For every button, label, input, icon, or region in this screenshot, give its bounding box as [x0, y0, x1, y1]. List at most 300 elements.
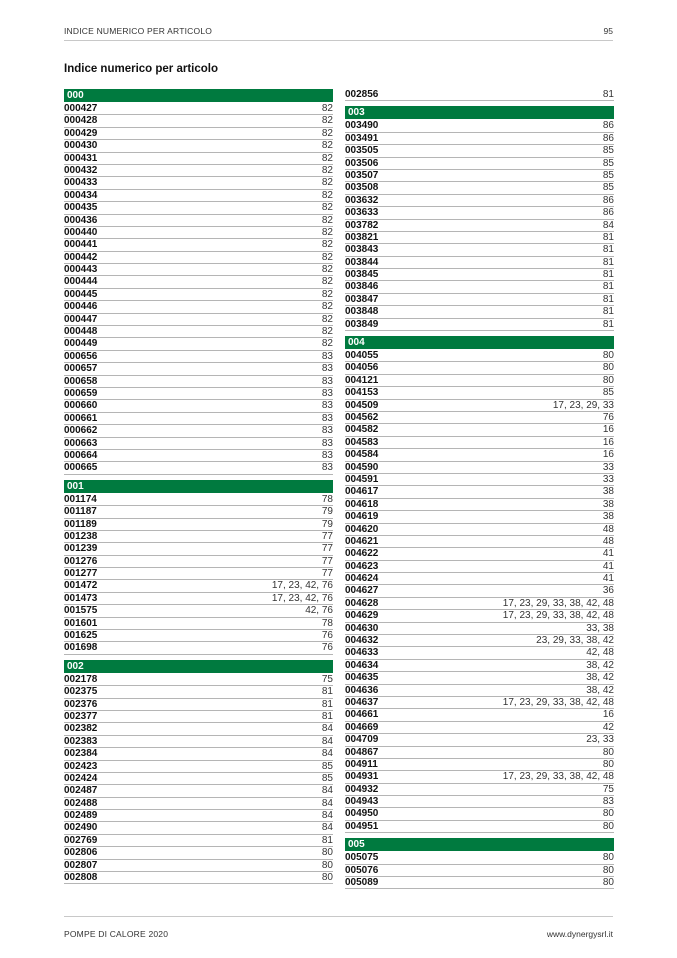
page-reference: 42, 76	[305, 605, 333, 617]
page-reference: 86	[602, 132, 614, 144]
page-reference: 17, 23, 29, 33, 38, 42, 48	[502, 771, 614, 783]
article-code: 003843	[345, 244, 379, 256]
page-reference: 82	[321, 239, 333, 251]
article-code: 004624	[345, 573, 379, 585]
article-code: 004619	[345, 511, 379, 523]
index-row	[64, 115, 333, 127]
index-row	[64, 847, 333, 859]
index-row	[64, 872, 333, 884]
index-row	[64, 785, 333, 797]
index-row	[345, 449, 614, 461]
article-code: 004590	[345, 461, 379, 473]
page-reference: 76	[602, 411, 614, 423]
index-row	[345, 548, 614, 560]
index-row	[345, 734, 614, 746]
page-reference: 82	[321, 313, 333, 325]
index-row	[64, 425, 333, 437]
page-reference: 85	[602, 145, 614, 157]
page-reference: 86	[602, 194, 614, 206]
index-row	[345, 387, 614, 399]
article-code: 001238	[64, 530, 98, 542]
page-reference: 38, 42	[586, 672, 614, 684]
page-reference: 33	[602, 473, 614, 485]
page-reference: 83	[602, 796, 614, 808]
index-row	[345, 796, 614, 808]
article-code: 004582	[345, 424, 379, 436]
page-reference: 81	[602, 281, 614, 293]
index-row	[64, 798, 333, 810]
index-row	[345, 158, 614, 170]
index-row	[64, 568, 333, 580]
index-row	[64, 140, 333, 152]
article-code: 004634	[345, 659, 379, 671]
page-reference: 82	[321, 326, 333, 338]
page-reference: 38	[602, 486, 614, 498]
index-row	[345, 232, 614, 244]
article-code: 004932	[345, 783, 379, 795]
index-row	[64, 494, 333, 506]
page-reference: 81	[602, 244, 614, 256]
index-column-left	[64, 89, 333, 884]
page-reference: 77	[321, 543, 333, 555]
page-reference: 82	[321, 202, 333, 214]
page-reference: 83	[321, 462, 333, 474]
article-code: 004950	[345, 808, 379, 820]
index-row	[345, 145, 614, 157]
article-code: 004669	[345, 721, 379, 733]
article-code: 004943	[345, 796, 379, 808]
index-row	[64, 165, 333, 177]
article-code: 004630	[345, 622, 379, 634]
index-row	[345, 362, 614, 374]
article-code: 000657	[64, 363, 98, 375]
page-reference: 82	[321, 164, 333, 176]
index-row	[64, 531, 333, 543]
page-reference: 38	[602, 498, 614, 510]
article-code: 004629	[345, 610, 379, 622]
article-code: 001601	[64, 617, 98, 629]
index-row	[64, 686, 333, 698]
article-code: 002490	[64, 822, 98, 834]
page-reference: 82	[321, 127, 333, 139]
article-code: 002178	[64, 673, 98, 685]
page-reference: 81	[602, 269, 614, 281]
index-row	[345, 759, 614, 771]
index-row	[345, 598, 614, 610]
article-code: 002806	[64, 847, 98, 859]
page-reference: 82	[321, 276, 333, 288]
article-code: 003782	[345, 219, 379, 231]
page-reference: 33, 38	[586, 622, 614, 634]
page-reference: 48	[602, 523, 614, 535]
article-code: 002489	[64, 810, 98, 822]
page-reference: 80	[602, 350, 614, 362]
index-row	[345, 319, 614, 331]
article-code: 000659	[64, 387, 98, 399]
page-reference: 81	[602, 306, 614, 318]
section-header: 003	[345, 106, 614, 119]
index-row	[345, 747, 614, 759]
index-row	[64, 860, 333, 872]
page-reference: 78	[321, 617, 333, 629]
page-reference: 17, 23, 42, 76	[271, 580, 333, 592]
article-code: 004623	[345, 560, 379, 572]
page-reference: 85	[321, 760, 333, 772]
footer-website[interactable]: www.dynergysrl.it	[546, 929, 613, 939]
article-code: 004627	[345, 585, 379, 597]
article-code: 001277	[64, 568, 98, 580]
index-row	[345, 133, 614, 145]
page-reference: 77	[321, 568, 333, 580]
section-header: 004	[345, 336, 614, 349]
article-code: 004562	[345, 411, 379, 423]
page-reference: 85	[602, 157, 614, 169]
article-code: 004617	[345, 486, 379, 498]
page-reference: 77	[321, 530, 333, 542]
page-reference: 79	[321, 506, 333, 518]
page-reference: 79	[321, 518, 333, 530]
article-code: 003821	[345, 231, 379, 243]
page-reference: 16	[602, 449, 614, 461]
page-reference: 81	[602, 318, 614, 330]
index-row	[64, 556, 333, 568]
index-row	[345, 722, 614, 734]
index-row	[64, 239, 333, 251]
index-row	[345, 244, 614, 256]
index-row	[345, 585, 614, 597]
page-reference: 84	[321, 822, 333, 834]
page-reference: 82	[321, 226, 333, 238]
article-code: 000443	[64, 264, 98, 276]
page-reference: 38	[602, 511, 614, 523]
index-row	[64, 190, 333, 202]
index-row	[345, 511, 614, 523]
index-row	[345, 635, 614, 647]
index-row	[345, 536, 614, 548]
article-code: 004637	[345, 696, 379, 708]
index-row	[345, 808, 614, 820]
index-row	[64, 822, 333, 834]
page-reference: 80	[602, 808, 614, 820]
article-code: 001189	[64, 518, 97, 530]
article-code: 000441	[64, 239, 98, 251]
article-code: 002769	[64, 834, 98, 846]
index-column-right	[345, 89, 614, 889]
index-row	[64, 543, 333, 555]
page-reference: 80	[602, 362, 614, 374]
article-code: 001472	[64, 580, 98, 592]
page-reference: 85	[602, 182, 614, 194]
page-reference: 16	[602, 424, 614, 436]
index-row	[345, 462, 614, 474]
page-reference: 83	[321, 425, 333, 437]
page-reference: 83	[321, 375, 333, 387]
article-code: 003849	[345, 318, 379, 330]
index-row	[345, 257, 614, 269]
article-code: 004931	[345, 771, 379, 783]
page-reference: 17, 23, 29, 33, 38, 42, 48	[502, 696, 614, 708]
page-reference: 84	[321, 810, 333, 822]
page-reference: 80	[602, 877, 614, 889]
page-reference: 81	[602, 293, 614, 305]
index-row	[64, 128, 333, 140]
page-reference: 83	[321, 437, 333, 449]
article-code: 003490	[345, 120, 379, 132]
index-row	[64, 351, 333, 363]
index-row	[64, 264, 333, 276]
article-code: 000658	[64, 375, 98, 387]
index-row	[345, 437, 614, 449]
article-code: 000665	[64, 462, 98, 474]
page-reference: 81	[602, 89, 614, 100]
article-code: 000432	[64, 164, 98, 176]
index-row	[64, 462, 333, 474]
article-code: 002487	[64, 785, 98, 797]
page-reference: 23, 29, 33, 38, 42	[536, 635, 614, 647]
page-reference: 80	[602, 746, 614, 758]
article-code: 000440	[64, 226, 98, 238]
index-row	[64, 580, 333, 592]
section-header: 002	[64, 660, 333, 673]
index-row	[345, 865, 614, 877]
index-row	[64, 699, 333, 711]
index-row	[64, 642, 333, 654]
article-code: 001473	[64, 592, 98, 604]
page-reference: 80	[602, 758, 614, 770]
page-reference: 80	[321, 847, 333, 859]
page-reference: 81	[602, 231, 614, 243]
page-reference: 83	[321, 412, 333, 424]
index-row	[64, 413, 333, 425]
article-code: 002382	[64, 723, 98, 735]
page-reference: 82	[321, 288, 333, 300]
index-row	[64, 289, 333, 301]
article-code: 002424	[64, 772, 98, 784]
page-reference: 84	[602, 219, 614, 231]
article-code: 004591	[345, 473, 379, 485]
index-row	[345, 709, 614, 721]
article-code: 002808	[64, 872, 98, 884]
page-reference: 82	[321, 264, 333, 276]
article-code: 003848	[345, 306, 379, 318]
index-row	[345, 269, 614, 281]
article-code: 001276	[64, 555, 98, 567]
index-row	[64, 618, 333, 630]
index-row	[345, 499, 614, 511]
page-reference: 82	[321, 214, 333, 226]
header-section-title: INDICE NUMERICO PER ARTICOLO	[64, 26, 213, 36]
index-row	[345, 400, 614, 412]
article-code: 004709	[345, 734, 379, 746]
page-reference: 82	[321, 115, 333, 127]
article-code: 004628	[345, 597, 379, 609]
article-code: 003633	[345, 207, 379, 219]
index-row	[64, 438, 333, 450]
footer-divider	[64, 916, 613, 917]
article-code: 004632	[345, 635, 379, 647]
section-header: 001	[64, 480, 333, 493]
page-reference: 80	[321, 859, 333, 871]
article-code: 000660	[64, 400, 98, 412]
index-row	[64, 773, 333, 785]
article-code: 004153	[345, 387, 379, 399]
article-code: 004509	[345, 399, 379, 411]
index-row	[345, 207, 614, 219]
page-reference: 82	[321, 189, 333, 201]
index-row	[345, 660, 614, 672]
article-code: 003847	[345, 293, 379, 305]
page-reference: 84	[321, 735, 333, 747]
article-code: 000435	[64, 202, 98, 214]
index-row	[64, 202, 333, 214]
page-reference: 33	[602, 461, 614, 473]
index-row	[345, 697, 614, 709]
index-row	[345, 685, 614, 697]
page-reference: 48	[602, 535, 614, 547]
index-row	[345, 220, 614, 232]
index-row	[345, 195, 614, 207]
article-code: 005075	[345, 852, 379, 864]
index-row	[345, 375, 614, 387]
page-reference: 81	[321, 686, 333, 698]
page-reference: 82	[321, 103, 333, 114]
page-reference: 82	[321, 140, 333, 152]
index-row	[64, 301, 333, 313]
article-code: 000448	[64, 326, 98, 338]
index-row	[64, 711, 333, 723]
index-row	[345, 486, 614, 498]
article-code: 004584	[345, 449, 379, 461]
page-reference: 78	[321, 493, 333, 505]
page-reference: 75	[602, 783, 614, 795]
article-code: 000662	[64, 425, 98, 437]
article-code: 003844	[345, 256, 379, 268]
index-row	[64, 103, 333, 115]
index-row	[64, 674, 333, 686]
index-row	[64, 736, 333, 748]
index-row	[345, 474, 614, 486]
article-code: 003507	[345, 169, 379, 181]
article-code: 004620	[345, 523, 379, 535]
page-reference: 38, 42	[586, 659, 614, 671]
index-row	[64, 338, 333, 350]
article-code: 002423	[64, 760, 98, 772]
index-row	[64, 723, 333, 735]
page-reference: 80	[602, 820, 614, 832]
page-title: Indice numerico per articolo	[64, 63, 219, 75]
page-reference: 83	[321, 387, 333, 399]
page-reference: 85	[321, 772, 333, 784]
index-row	[345, 821, 614, 833]
index-row	[345, 672, 614, 684]
index-row	[345, 350, 614, 362]
page-reference: 80	[602, 374, 614, 386]
index-row	[64, 748, 333, 760]
article-code: 003846	[345, 281, 379, 293]
article-code: 004911	[345, 758, 378, 770]
article-code: 000430	[64, 140, 98, 152]
article-code: 004633	[345, 647, 379, 659]
page-reference: 16	[602, 709, 614, 721]
page-reference: 81	[321, 834, 333, 846]
page-reference: 17, 23, 29, 33	[552, 399, 614, 411]
page-reference: 76	[321, 642, 333, 654]
index-row	[345, 120, 614, 132]
page-reference: 82	[321, 152, 333, 164]
article-code: 001174	[64, 493, 97, 505]
page-reference: 42, 48	[586, 647, 614, 659]
article-code: 004661	[345, 709, 379, 721]
article-code: 004621	[345, 535, 379, 547]
page-reference: 17, 23, 29, 33, 38, 42, 48	[502, 597, 614, 609]
article-code: 000444	[64, 276, 98, 288]
article-code: 000436	[64, 214, 98, 226]
page-reference: 81	[321, 710, 333, 722]
article-code: 005076	[345, 864, 379, 876]
index-row	[345, 573, 614, 585]
page-reference: 84	[321, 748, 333, 760]
footer-catalog-name: POMPE DI CALORE 2020	[64, 929, 169, 939]
article-code: 000431	[64, 152, 98, 164]
article-code: 004056	[345, 362, 379, 374]
page-reference: 76	[321, 630, 333, 642]
article-code: 004867	[345, 746, 379, 758]
article-code: 000449	[64, 338, 98, 350]
index-row	[345, 784, 614, 796]
page-reference: 84	[321, 723, 333, 735]
index-row	[64, 835, 333, 847]
article-code: 000428	[64, 115, 98, 127]
article-code: 003632	[345, 194, 379, 206]
index-row	[64, 506, 333, 518]
article-code: 000429	[64, 127, 98, 139]
index-row	[64, 376, 333, 388]
header-divider	[64, 40, 613, 41]
page-reference: 80	[321, 872, 333, 884]
page-reference: 84	[321, 797, 333, 809]
article-code: 005089	[345, 877, 379, 889]
article-code: 004618	[345, 498, 379, 510]
index-row	[64, 810, 333, 822]
header-page-number: 95	[603, 26, 613, 36]
page-reference: 83	[321, 400, 333, 412]
page-reference: 80	[602, 852, 614, 864]
article-code: 001239	[64, 543, 98, 555]
index-row	[345, 306, 614, 318]
index-row	[64, 227, 333, 239]
article-code: 000434	[64, 189, 98, 201]
index-row	[64, 153, 333, 165]
article-code: 004121	[345, 374, 379, 386]
page-reference: 84	[321, 785, 333, 797]
article-code: 003506	[345, 157, 379, 169]
index-row	[345, 877, 614, 889]
article-code: 004635	[345, 672, 379, 684]
index-row	[345, 771, 614, 783]
index-row	[64, 630, 333, 642]
page-reference: 17, 23, 42, 76	[271, 592, 333, 604]
article-code: 003505	[345, 145, 379, 157]
index-row	[345, 524, 614, 536]
section-header: 005	[345, 838, 614, 851]
index-row	[64, 605, 333, 617]
article-code: 004951	[345, 820, 379, 832]
index-row	[64, 761, 333, 773]
article-code: 000661	[64, 412, 98, 424]
article-code: 003508	[345, 182, 379, 194]
index-row	[64, 276, 333, 288]
index-row	[345, 281, 614, 293]
